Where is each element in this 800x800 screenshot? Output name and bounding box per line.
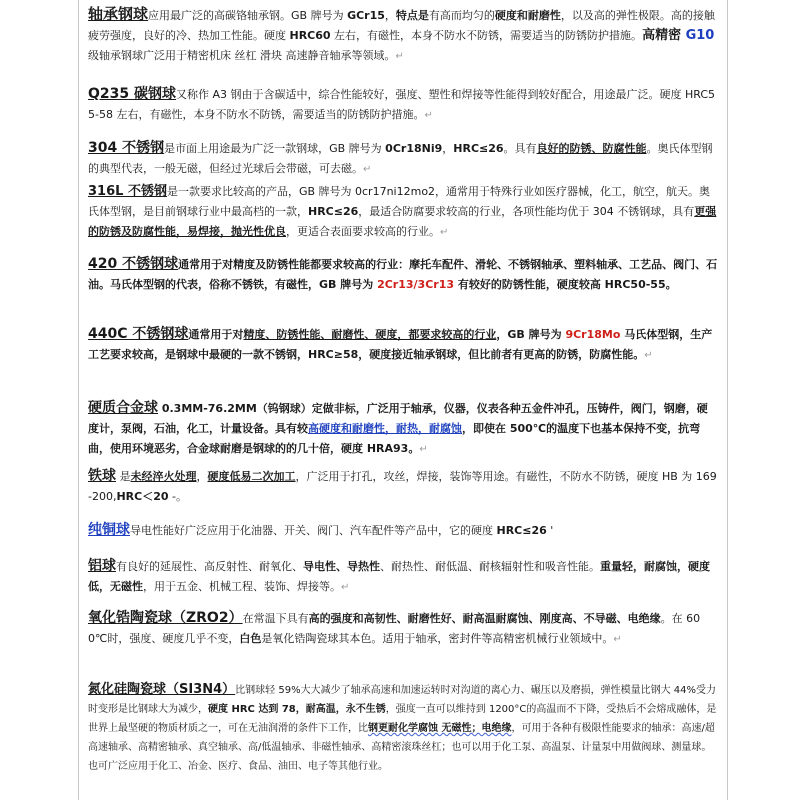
paragraph-iron-ball: 铁球 是未经淬火处理，硬度低易二次加工，广泛用于打孔，攻丝，焊接，装饰等用途。有磁性，不防水不防锈，硬度 HB 为 169-200,HRC＜20 -。	[88, 468, 717, 503]
return-mark-icon: ↵	[424, 110, 433, 121]
heading-420-stainless-steel-ball: 420 不锈钢球	[88, 256, 179, 272]
return-mark-icon: ↵	[363, 164, 372, 175]
paragraph-q235-carbon-steel-ball: Q235 碳钢球又称作 A3 钢由于含碳适中，综合性能较好，强度、塑性和焊接等性能得到较好配合，用途最广泛。硬度 HRC55-58 左右，有磁性，本身不防水不防锈，需要适当的防锈防护措施。↵	[88, 86, 716, 121]
paragraph-zirconia-ceramic-ball: 氧化锆陶瓷球（ZRO2）在常温下具有高的强度和高韧性、耐磨性好、耐高温耐腐蚀、刚度高、不导磁、电绝缘。在 600℃时，强度、硬度几乎不变，白色是氧化锆陶瓷球其本色。适用于轴承，密封件等高精密机械行业领域中。↵	[88, 610, 701, 645]
heading-silicon-nitride-ceramic-ball: 氮化硅陶瓷球（SI3N4）	[88, 682, 236, 697]
return-mark-icon: ↵	[644, 350, 653, 361]
document-page	[88, 4, 718, 796]
paragraph-316l-stainless-steel: 316L 不锈钢是一款要求比较高的产品，GB 牌号为 0cr17ni12mo2，通常用于特殊行业如医疗器械，化工，航空，航天。奥氏体型钢，是目前钢球行业中最高档的一款，HRC≤26，最适合防腐要求较高的行业，各项性能均优于 304 不锈钢球，具有更强的防锈及防腐性能，易焊接，抛光性优良，更适合表面要求较高的行业。↵	[88, 184, 717, 238]
heading-pure-copper-ball: 纯铜球	[88, 522, 130, 538]
paragraph-aluminum-ball: 铝球有良好的延展性、高反射性、耐氧化、导电性、导热性、耐热性、耐低温、耐核辐射性和吸音性能。重量轻，耐腐蚀，硬度低，无磁性，用于五金、机械工程、装饰、焊接等。↵	[88, 558, 710, 593]
heading-iron-ball: 铁球	[88, 468, 116, 484]
return-mark-icon: ↵	[419, 444, 428, 455]
heading-304-stainless-steel: 304 不锈钢	[88, 140, 165, 156]
paragraph-cemented-carbide-ball: 硬质合金球 0.3MM-76.2MM（钨钢球）定做非标，广泛用于轴承，仪器，仪表各种五金件冲孔，压铸件，阀门，钢磨，硬度计，泵阀，石油，化工，计量设备。具有较高硬度和耐磨性，耐热，耐腐蚀，即使在 500℃的温度下也基本保持不变，抗弯曲，使用环境恶劣，合金球耐磨是钢球的的几十倍，硬度 HRA93。↵	[88, 400, 708, 455]
paragraph-silicon-nitride-ceramic-ball: 氮化硅陶瓷球（SI3N4）比钢球轻 59%大大减少了轴承高速和加速运转时对沟道的离心力、碾压以及磨损，弹性模量比钢大 44%受力时变形是比钢球大为减少，硬度 HRC 达到 78，耐高温，永不生锈，强度一直可以维持到 1200°C的高温而不下降，受热后不会熔成融体，是世界上最坚硬的物质材质之一，可在无油润滑的条件下工作，比钢更耐化学腐蚀 无磁性；电绝缘，可用于各种有极限性能要求的轴承：高速/超高速轴承、高精密轴承、真空轴承、高/低温轴承、非磁性轴承、高精密滚珠丝杠；也可以用于化工泵、高温泵、计量泵中用做阀球、测量球。也可广泛应用于化工、冶金、医疗、食品、油田、电子等其他行业。	[88, 682, 717, 772]
paragraph-440c-stainless-steel-ball: 440C 不锈钢球通常用于对精度、防锈性能、耐磨性、硬度，都要求较高的行业，GB 牌号为 9Cr18Mo 马氏体型钢，生产工艺要求较高，是钢球中最硬的一款不锈钢，HRC≥58，硬度接近轴承钢球，但比前者有更高的防锈，防腐性能。↵	[88, 326, 713, 361]
heading-cemented-carbide-ball: 硬质合金球	[88, 400, 158, 416]
return-mark-icon: ↵	[440, 227, 449, 238]
return-mark-icon: ↵	[341, 582, 350, 593]
heading-bearing-steel-ball: 轴承钢球	[88, 5, 149, 23]
heading-316l-stainless-steel: 316L 不锈钢	[88, 184, 167, 199]
heading-q235-carbon-steel-ball: Q235 碳钢球	[88, 86, 176, 102]
heading-aluminum-ball: 铝球	[88, 558, 116, 574]
paragraph-bearing-steel-ball: 轴承钢球应用最广泛的高碳铬轴承钢。GB 牌号为 GCr15，特点是有高而均匀的硬度和耐磨性，以及高的弹性极限。高的接触疲劳强度，良好的冷、热加工性能。硬度 HRC60 左右，有磁性，本身不防水不防锈，需要适当的防锈防护措施。高精密 G10 级轴承钢球广泛用于精密机床 丝杠 滑块 高速静音轴承等领域。↵	[88, 5, 715, 62]
paragraph-420-stainless-steel-ball: 420 不锈钢球通常用于对精度及防锈性能都要求较高的行业：摩托车配件、滑轮、不锈钢轴承、塑料轴承、工艺品、阀门、石油。马氏体型钢的代表，俗称不锈铁，有磁性，GB 牌号为 2Cr13/3Cr13 有较好的防锈性能，硬度较高 HRC50-55。	[88, 256, 718, 291]
return-mark-icon: ↵	[395, 51, 404, 62]
paragraph-pure-copper-ball: 纯铜球导电性能好广泛应用于化油器、开关、阀门、汽车配件等产品中，它的硬度 HRC≤26 '	[88, 522, 554, 538]
return-mark-icon: ↵	[613, 634, 622, 645]
heading-440c-stainless-steel-ball: 440C 不锈钢球	[88, 326, 189, 342]
paragraph-304-stainless-steel: 304 不锈钢是市面上用途最为广泛一款钢球，GB 牌号为 0Cr18Ni9，HRC≤26。具有良好的防锈、防腐性能。奥氏体型钢的典型代表，一般无磁，但经过光球后会带磁，可去磁。↵	[88, 140, 713, 175]
heading-zirconia-ceramic-ball: 氧化锆陶瓷球（ZRO2）	[88, 610, 243, 626]
